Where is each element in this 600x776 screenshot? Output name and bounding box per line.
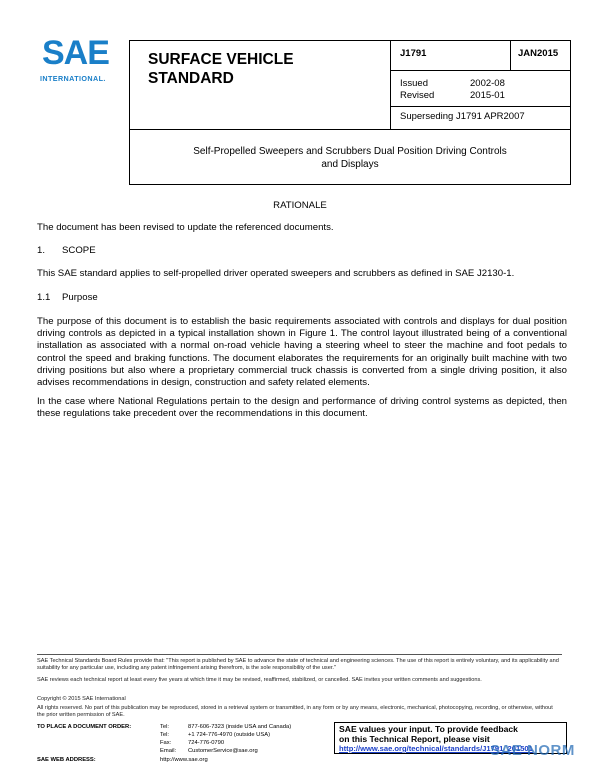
scope-text: This SAE standard applies to self-propelled driver operated sweepers and scrubbers as defined in SAE J2130-1.: [37, 268, 515, 279]
document-title-line: Self-Propelled Sweepers and Scrubbers Dual Position Driving Controls: [193, 146, 507, 157]
logo-wordmark: SAE: [42, 34, 109, 72]
footer-divider: [37, 654, 562, 655]
document-type: [148, 50, 378, 88]
sae-logo: [38, 36, 122, 86]
contact-label: Tel:: [160, 732, 170, 738]
contact-value: +1 724-776-4970 (outside USA): [188, 732, 271, 738]
issued-label: Issued: [400, 78, 428, 89]
contact-label: Email:: [160, 748, 177, 754]
section-title: SCOPE: [62, 245, 96, 256]
web-address-label: SAE WEB ADDRESS:: [37, 757, 96, 763]
logo-subtitle: INTERNATIONAL.: [40, 74, 106, 83]
feedback-text: on this Technical Report, please visit: [339, 734, 490, 744]
document-title-line: and Displays: [321, 159, 379, 170]
section-number: 1.1: [37, 292, 51, 303]
copyright: Copyright © 2015 SAE International: [37, 696, 126, 702]
contact-value: 877-606-7323 (inside USA and Canada): [188, 724, 292, 730]
header-divider: [390, 106, 571, 107]
header-divider: [510, 40, 511, 71]
issued-value: 2002-08: [470, 78, 505, 89]
revised-label: Revised: [400, 90, 435, 101]
feedback-link[interactable]: http://www.sae.org/technical/standards/J1791_201501: [339, 744, 533, 753]
contact-email[interactable]: CustomerService@sae.org: [188, 748, 258, 754]
rights-note: All rights reserved. No part of this publication may be reproduced, stored in a retrieval system or transmitted, in any form or by any means, electronic, mechanical, photocopying, recording, or otherwise, without the prior written permission of SAE.: [37, 705, 553, 718]
section-title: Purpose: [62, 292, 98, 303]
document-date: JAN2015: [518, 48, 559, 59]
feedback-text: SAE values your input. To provide feedback: [339, 724, 518, 734]
header-divider: [390, 40, 391, 130]
document-type-line: SURFACE VEHICLE: [148, 51, 294, 68]
rationale-heading: RATIONALE: [273, 200, 327, 211]
header-divider: [390, 70, 571, 71]
document-number: J1791: [400, 48, 427, 59]
order-label: TO PLACE A DOCUMENT ORDER:: [37, 724, 132, 730]
contact-label: Tel:: [160, 724, 170, 730]
watermark: SAE NORM: [490, 742, 575, 759]
document-title: [140, 145, 560, 171]
section-scope-heading: [37, 245, 96, 256]
regulations-text: In the case where National Regulations pertain to the design and performance of driving control systems as depicted, then these regulations take precedent over the recommendations in this document.: [37, 396, 567, 420]
superseding-note: Superseding J1791 APR2007: [400, 111, 525, 122]
section-purpose-heading: [37, 292, 98, 303]
review-note: SAE reviews each technical report at least every five years at which time it may be revised, reaffirmed, stabilized, or cancelled. SAE invites your written comments and suggestions.: [37, 677, 482, 683]
document-type-line: STANDARD: [148, 70, 234, 87]
contact-value: 724-776-0790: [188, 740, 225, 746]
contact-label: Fax:: [160, 740, 172, 746]
rationale-text: The document has been revised to update the referenced documents.: [37, 222, 334, 233]
revised-value: 2015-01: [470, 90, 505, 101]
board-rules-note: SAE Technical Standards Board Rules provide that: "This report is published by SAE to advance the state of technical and engineering sciences. The use of this report is entirely voluntary, and its applicability and suitability for any particular use, including any patent infringement arising therefrom, is the sole responsibility of the user.": [37, 658, 559, 671]
web-address-link[interactable]: http://www.sae.org: [160, 757, 208, 763]
section-number: 1.: [37, 245, 46, 256]
purpose-text: The purpose of this document is to establish the basic requirements associated with controls and displays for dual position driving controls as depicted in a typical installation shown in Figure 1. The control layout illustrated being of a conventional installation as associated with a normal on-road vehicle having a steering wheel to steer the machine and foot pedals to control the speed and braking functions. The document elaborates the requirements for an originally built machine with two driving positions but also where a proprietary commercial truck chassis is converted from a single driving position, it also advises recommendations in design, construction and safety related elements.: [37, 316, 567, 389]
